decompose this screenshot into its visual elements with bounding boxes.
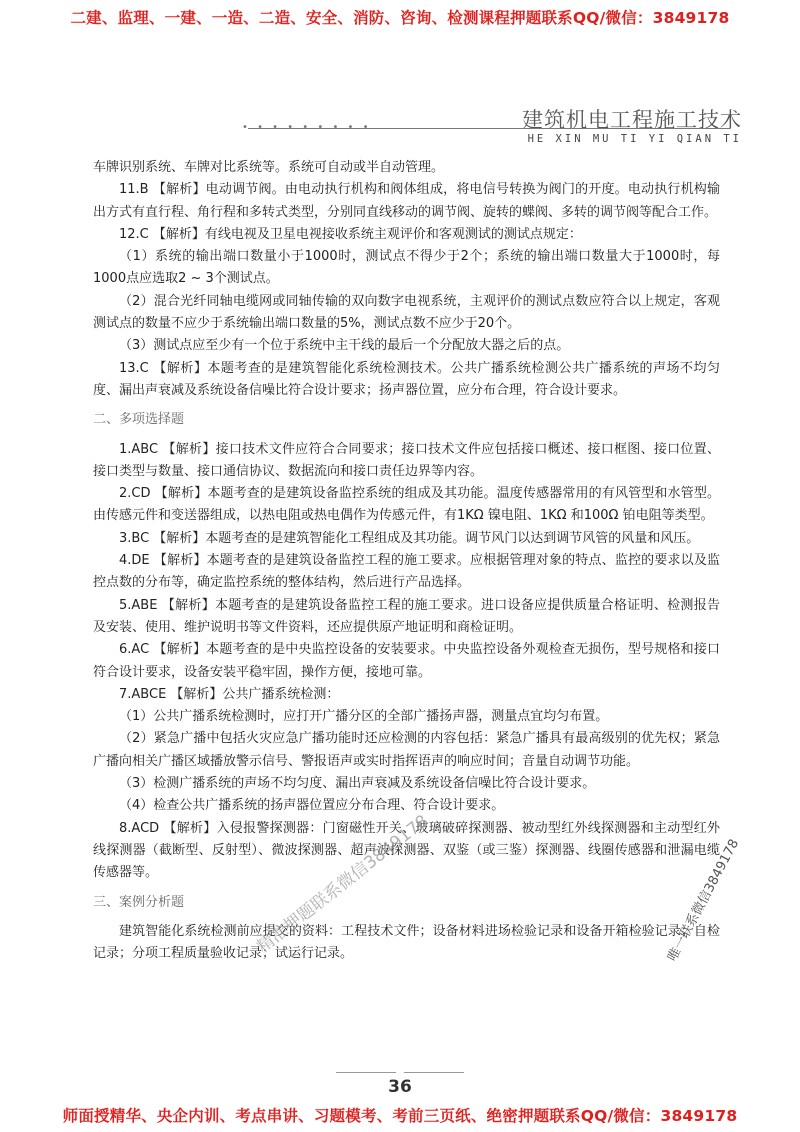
page-number-rule-left [336,1072,396,1073]
section-heading: 三、案例分析题 [93,894,185,910]
page-number-rule-right [404,1072,464,1073]
paragraph: （3）测试点应至少有一个位于系统中主干线的最后一个分配放大器之后的点。 [119,338,570,354]
diagonal-watermark: 精准押题联系微信3849178 [253,811,433,958]
paragraph: 7.ABCE 【解析】公共广播系统检测： [119,686,340,702]
top-banner: 二建、监理、一建、一造、二造、安全、消防、咨询、检测课程押题联系QQ/微信：3849178 [70,9,730,27]
paragraph: 6.AC 【解析】本题考查的是中央监控设备的安装要求。中央监控设备外观检查无损伤，型号规格和接口符合设计要求，设备安装平稳牢固，操作方便，接地可靠。 [93,642,720,680]
paragraph: 1.ABC 【解析】接口技术文件应符合合同要求；接口技术文件应包括接口概述、接口框图、接口位置、接口类型与数量、接口通信协议、数据流向和接口责任边界等内容。 [93,441,720,479]
paragraph: （2）紧急广播中包括火灾应急广播功能时还应检测的内容包括：紧急广播具有最高级别的优先权；紧急广播向相关广播区域播放警示信号、警报语声或实时指挥语声的响应时间；音量自动调节功能。 [93,731,720,769]
paragraph: 12.C 【解析】有线电视及卫星电视接收系统主观评价和客观测试的测试点规定： [119,226,582,242]
bottom-banner: 师面授精华、央企内训、考点串讲、习题模考、考前三页纸、绝密押题联系QQ/微信：3849178 [62,1107,738,1125]
paragraph: （4）检查公共广播系统的扬声器位置应分布合理、符合设计要求。 [119,798,505,814]
paragraph: 3.BC 【解析】本题考查的是建筑智能化工程组成及其功能。调节风门以达到调节风管的风量和风压。 [119,530,700,546]
header-dots-decoration: • • • • • • • • • [242,122,372,133]
paragraph: 8.ACD 【解析】入侵报警探测器：门窗磁性开关、玻璃破碎探测器、被动型红外线探测器和主动型红外线探测器（截断型、反射型）、微波探测器、超声波探测器、双鉴（或三鉴）探测器、线圈传感器和泄漏电缆传感器等。 [93,820,720,881]
section-heading: 二、多项选择题 [93,412,185,428]
header-subtitle: HE XIN MU TI YI QIAN TI [527,133,742,145]
paragraph: 2.CD 【解析】本题考查的是建筑设备监控系统的组成及其功能。温度传感器常用的有风管型和水管型。由传感元件和变送器组成，以热电阻或热电偶作为传感元件，有1KΩ 镍电阻、1KΩ 和100Ω 铂电阻等类型。 [93,486,720,524]
paragraph: （1）系统的输出端口数量小于1000时，测试点不得少于2个；系统的输出端口数量大于1000时，每1000点应选取2 ~ 3个测试点。 [93,249,720,287]
paragraph: （2）混合光纤同轴电缆网或同轴传输的双向数字电视系统，主观评价的测试点数应符合以上规定，客观测试点的数量不应少于系统输出端口数量的5%，测试点数不应少于20个。 [93,293,720,332]
paragraph: 5.ABE 【解析】本题考查的是建筑设备监控工程的施工要求。进口设备应提供质量合格证明、检测报告及安装、使用、维护说明书等文件资料，还应提供原产地证明和商检证明。 [93,597,720,635]
paragraph: 建筑智能化系统检测前应提交的资料：工程技术文件；设备材料进场检验记录和设备开箱检验记录；自检记录；分项工程质量验收记录；试运行记录。 [93,923,720,962]
paragraph: 车牌识别系统、车牌对比系统等。系统可自动或半自动管理。 [93,160,445,175]
page-number: 36 [388,1077,412,1097]
paragraph: 4.DE 【解析】本题考查的是建筑设备监控工程的施工要求。应根据管理对象的特点、监控的要求以及监控点数的分布等，确定监控系统的整体结构，然后进行产品选择。 [93,553,720,591]
side-watermark: 唯一联系微信3849178 [665,836,743,964]
paragraph: 11.B 【解析】电动调节阀。由电动执行机构和阀体组成，将电信号转换为阀门的开度。电动执行机构输出方式有直行程、角行程和多转式类型，分别同直线移动的调节阀、旋转的蝶阀、多转的调节阀等配合工作。 [93,182,720,220]
header-title: 建筑机电工程施工技术 [522,108,742,132]
paragraph: 13.C 【解析】本题考查的是建筑智能化系统检测技术。公共广播系统检测公共广播系统的声场不均匀度、漏出声衰减及系统设备信噪比符合设计要求；扬声器位置，应分布合理，符合设计要求。 [93,360,720,398]
paragraph: （3）检测广播系统的声场不均匀度、漏出声衰减及系统设备信噪比符合设计要求。 [119,776,596,792]
paragraph: （1）公共广播系统检测时，应打开广播分区的全部广播扬声器，测量点宜均匀布置。 [119,709,609,725]
